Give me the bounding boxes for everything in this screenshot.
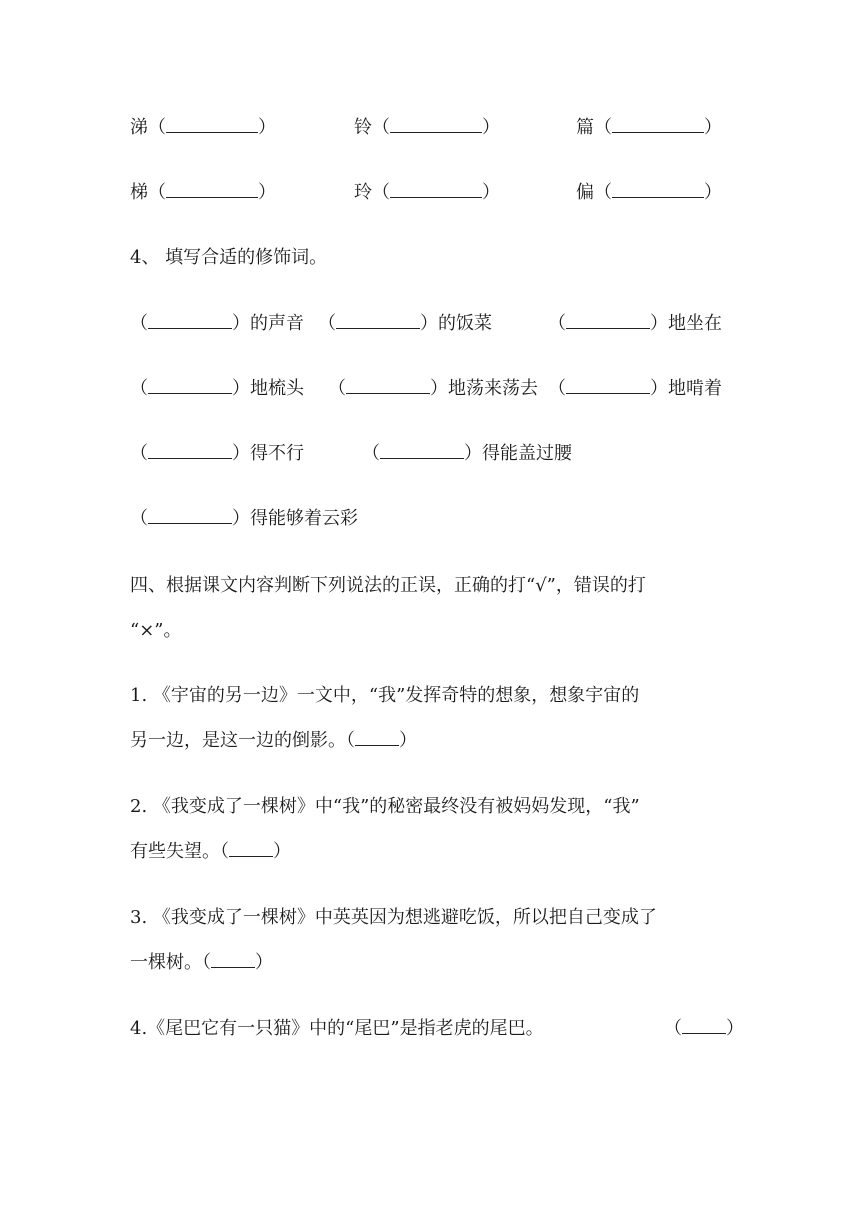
judge-item-3: 3. 《我变成了一棵树》中英英因为想逃避吃饭，所以把自己变成了 (130, 907, 657, 928)
answer-blank[interactable] (336, 314, 420, 329)
answer-blank[interactable] (380, 444, 464, 459)
judge-item-1-cont: 另一边，是这一边的倒影。（ ） (130, 730, 417, 751)
modifier-item: （ ）的饭菜 (318, 313, 492, 334)
judge-item-2: 2. 《我变成了一棵树》中“我”的秘密最终没有被妈妈发现，“我” (130, 796, 640, 817)
modifier-item: （ ）地啃着 (548, 378, 722, 399)
answer-blank[interactable] (612, 118, 704, 133)
char-blank-2: 铃（ ） (354, 117, 500, 138)
char: 铃 (354, 117, 372, 138)
char: 涕 (130, 117, 148, 138)
char-blank-3: 篇（ ） (576, 117, 722, 138)
char: 玲 (354, 182, 372, 203)
answer-blank[interactable] (346, 379, 430, 394)
question-4-title: 4、 填写合适的修饰词。 (130, 247, 328, 268)
answer-blank[interactable] (166, 183, 258, 198)
answer-blank[interactable] (166, 118, 258, 133)
modifier-item: （ ）的声音 (130, 313, 304, 334)
char: 偏 (576, 182, 594, 203)
char: 梯 (130, 182, 148, 203)
judge-item-4-answer: （ ） (664, 1018, 744, 1039)
section-4-title: 四、根据课文内容判断下列说法的正误，正确的打“√”，错误的打 (130, 575, 646, 596)
answer-blank[interactable] (355, 731, 399, 746)
section-4-title-cont: “×”。 (130, 620, 182, 641)
char-blank-1: 涕（ ） (130, 117, 276, 138)
answer-blank[interactable] (229, 842, 273, 857)
answer-blank[interactable] (211, 953, 255, 968)
modifier-item: （ ）地梳头 (130, 378, 304, 399)
answer-blank[interactable] (148, 314, 232, 329)
char: 篇 (576, 117, 594, 138)
modifier-item: （ ）地荡来荡去 (328, 378, 538, 399)
answer-blank[interactable] (612, 183, 704, 198)
modifier-item: （ ）得能盖过腰 (362, 443, 572, 464)
answer-blank[interactable] (148, 509, 232, 524)
judge-item-2-cont: 有些失望。（ ） (130, 841, 291, 862)
answer-blank[interactable] (390, 183, 482, 198)
answer-blank[interactable] (682, 1019, 726, 1034)
answer-blank[interactable] (566, 314, 650, 329)
judge-item-3-cont: 一棵树。（ ） (130, 952, 273, 973)
modifier-item: （ ）得能够着云彩 (130, 508, 358, 529)
answer-blank[interactable] (148, 444, 232, 459)
char-blank-4: 梯（ ） (130, 182, 276, 203)
modifier-item: （ ）地坐在 (548, 313, 722, 334)
modifier-item: （ ）得不行 (130, 443, 304, 464)
judge-item-4: 4.《尾巴它有一只猫》中的“尾巴”是指老虎的尾巴。 (130, 1018, 544, 1039)
char-blank-6: 偏（ ） (576, 182, 722, 203)
answer-blank[interactable] (566, 379, 650, 394)
char-blank-5: 玲（ ） (354, 182, 500, 203)
answer-blank[interactable] (390, 118, 482, 133)
answer-blank[interactable] (148, 379, 232, 394)
judge-item-1: 1. 《宇宙的另一边》一文中，“我”发挥奇特的想象，想象宇宙的 (130, 685, 640, 706)
